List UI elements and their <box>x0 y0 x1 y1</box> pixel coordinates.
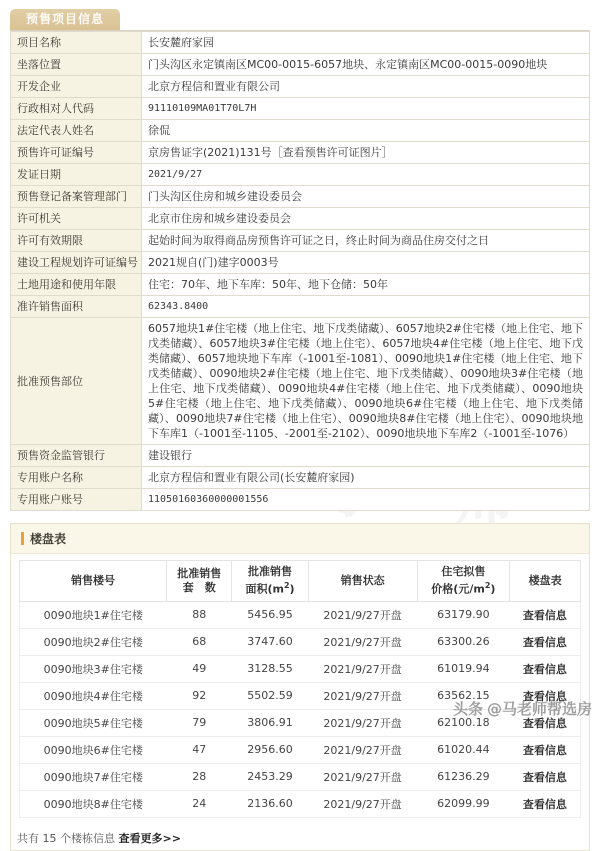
cell-name: 0090地块3#住宅楼 <box>20 655 167 682</box>
info-row-value: 北京方程信和置业有限公司 <box>142 76 590 98</box>
view-info-link[interactable]: 查看信息 <box>510 682 581 709</box>
cell-status: 2021/9/27开盘 <box>308 682 417 709</box>
column-header-line1: 住宅拟售 <box>441 565 486 578</box>
table-row <box>20 655 581 682</box>
cell-price: 61019.94 <box>417 655 510 682</box>
info-row-label: 法定代表人姓名 <box>11 120 142 142</box>
section-title: 楼盘表 <box>30 532 67 546</box>
info-row <box>11 164 590 186</box>
cell-units: 79 <box>167 709 232 736</box>
cell-status: 2021/9/27开盘 <box>308 790 417 817</box>
corner-watermark <box>453 698 592 719</box>
info-row-label: 发证日期 <box>11 164 142 186</box>
table-column-header <box>308 561 417 602</box>
table-row <box>20 601 581 628</box>
cell-status: 2021/9/27开盘 <box>308 736 417 763</box>
info-row-value: 北京方程信和置业有限公司(长安麓府家园) <box>142 467 590 489</box>
cell-status: 2021/9/27开盘 <box>308 709 417 736</box>
cell-price: 62100.18 <box>417 709 510 736</box>
info-row <box>11 296 590 318</box>
column-header-line1: 楼盘表 <box>528 573 562 587</box>
info-row-label: 土地用途和使用年限 <box>11 274 142 296</box>
cell-name: 0090地块4#住宅楼 <box>20 682 167 709</box>
info-row-label: 建设工程规划许可证编号 <box>11 252 142 274</box>
cell-name: 0090地块5#住宅楼 <box>20 709 167 736</box>
table-column-header <box>232 561 308 602</box>
info-row-value: 62343.8400 <box>142 296 590 318</box>
table-row <box>20 763 581 790</box>
view-info-link[interactable]: 查看信息 <box>510 790 581 817</box>
view-info-link[interactable]: 查看信息 <box>510 628 581 655</box>
info-row-value: 2021/9/27 <box>142 164 590 186</box>
table-column-header <box>417 561 510 602</box>
column-header-line1: 销售楼号 <box>71 573 116 587</box>
table-column-header <box>510 561 581 602</box>
tab-presale-info[interactable]: 预售项目信息 <box>10 9 120 30</box>
info-row <box>11 32 590 54</box>
info-row <box>11 120 590 142</box>
cell-price: 63300.26 <box>417 628 510 655</box>
info-row-label: 许可有效期限 <box>11 230 142 252</box>
cell-status: 2021/9/27开盘 <box>308 763 417 790</box>
watermark-handle: @马老师帮选房 <box>486 700 592 718</box>
card-tab-row <box>10 8 590 31</box>
cell-status: 2021/9/27开盘 <box>308 655 417 682</box>
cell-area: 5456.95 <box>232 601 308 628</box>
info-row <box>11 445 590 467</box>
view-info-link[interactable]: 查看信息 <box>510 655 581 682</box>
cell-units: 88 <box>167 601 232 628</box>
table-row <box>20 790 581 817</box>
table-column-header <box>167 561 232 602</box>
cell-area: 2136.60 <box>232 790 308 817</box>
info-row <box>11 274 590 296</box>
presale-info-card <box>10 8 590 511</box>
cell-status: 2021/9/27开盘 <box>308 601 417 628</box>
column-header-line2: 套 数 <box>182 580 216 594</box>
info-row-label: 专用账户名称 <box>11 467 142 489</box>
cell-status: 2021/9/27开盘 <box>308 628 417 655</box>
cell-units: 28 <box>167 763 232 790</box>
info-row <box>11 208 590 230</box>
total-count-label: 共有 15 个楼栋信息 <box>17 831 115 845</box>
view-info-link[interactable]: 查看信息 <box>510 709 581 736</box>
cell-area: 3806.91 <box>232 709 308 736</box>
info-row <box>11 318 590 445</box>
info-row-label: 开发企业 <box>11 76 142 98</box>
info-row-value: 11050160360000001556 <box>142 489 590 511</box>
cell-price: 63179.90 <box>417 601 510 628</box>
view-info-link[interactable]: 查看信息 <box>510 601 581 628</box>
cell-units: 24 <box>167 790 232 817</box>
info-row <box>11 142 590 164</box>
info-row <box>11 76 590 98</box>
cell-name: 0090地块8#住宅楼 <box>20 790 167 817</box>
page-root <box>0 8 600 845</box>
info-row-label: 许可机关 <box>11 208 142 230</box>
building-list-card <box>10 523 590 851</box>
info-row <box>11 98 590 120</box>
cell-price: 61020.44 <box>417 736 510 763</box>
table-footer <box>11 822 589 850</box>
column-header-line2: 价格(元$/m^2$) <box>431 581 496 596</box>
cell-name: 0090地块2#住宅楼 <box>20 628 167 655</box>
info-row-value: 建设银行 <box>142 445 590 467</box>
info-row-label: 行政相对人代码 <box>11 98 142 120</box>
cell-area: 3128.55 <box>232 655 308 682</box>
column-header-line2: 面积$(m^2)$ <box>245 581 295 596</box>
table-column-header <box>20 561 167 602</box>
view-info-link[interactable]: 查看信息 <box>510 763 581 790</box>
building-list-header <box>11 524 589 554</box>
cell-price: 61236.29 <box>417 763 510 790</box>
info-row-label: 项目名称 <box>11 32 142 54</box>
watermark-platform: 头条 <box>452 700 483 718</box>
info-row-label: 预售登记备案管理部门 <box>11 186 142 208</box>
info-row-value: 徐侃 <box>142 120 590 142</box>
cell-units: 92 <box>167 682 232 709</box>
cell-price: 63562.15 <box>417 682 510 709</box>
cell-price: 62099.99 <box>417 790 510 817</box>
building-table-wrap <box>11 554 589 822</box>
info-row <box>11 489 590 511</box>
info-row-value: 住宅：70年、地下车库：50年、地下仓储：50年 <box>142 274 590 296</box>
info-row-value: 门头沟区永定镇南区MC00-0015-6057地块、永定镇南区MC00-0015-0090地块 <box>142 54 590 76</box>
accent-bar-icon <box>21 532 24 545</box>
info-row-label: 坐落位置 <box>11 54 142 76</box>
info-row-label: 准许销售面积 <box>11 296 142 318</box>
cell-units: 47 <box>167 736 232 763</box>
table-row <box>20 628 581 655</box>
table-header-row <box>20 561 581 602</box>
info-row <box>11 54 590 76</box>
view-info-link[interactable]: 查看信息 <box>510 736 581 763</box>
cell-name: 0090地块7#住宅楼 <box>20 763 167 790</box>
column-header-line1: 销售状态 <box>340 573 385 587</box>
info-row-value: 6057地块1#住宅楼（地上住宅、地下戊类储藏）、6057地块2#住宅楼（地上住宅、地下戊类储藏）、6057地块3#住宅楼（地上住宅）、6057地块4#住宅楼（地上住宅、地下戊类储藏）、6057地块地下车库（-1001至-1081）、0090地块1#住宅楼（地上住宅、地下戊类储藏）、0090地块2#住宅楼（地上住宅、地下戊类储藏）、0090地块3#住宅楼（地上住宅、地下戊类储藏）、0090地块4#住宅楼（地上住宅、地下戊类储藏）、0090地块5#住宅楼（地上住宅、地下戊类储藏）、0090地块6#住宅楼（地上住宅、地下戊类储藏）、0090地块7#住宅楼（地上住宅）、0090地块8#住宅楼（地上住宅）、0090地块地下车库1（-1001至-1105、-2001至-2102）、0090地块地下车库2（-1001至-1076） <box>142 318 590 445</box>
info-row-value: 京房售证字(2021)131号［查看预售许可证图片］ <box>142 142 590 164</box>
info-row-label: 专用账户账号 <box>11 489 142 511</box>
cell-units: 49 <box>167 655 232 682</box>
cell-area: 2453.29 <box>232 763 308 790</box>
building-table <box>19 560 581 818</box>
cell-name: 0090地块6#住宅楼 <box>20 736 167 763</box>
info-row-label: 预售资金监管银行 <box>11 445 142 467</box>
info-row-label: 预售许可证编号 <box>11 142 142 164</box>
table-row <box>20 736 581 763</box>
info-row-value: 91110109MA01T70L7H <box>142 98 590 120</box>
column-header-line1: 批准销售 <box>248 565 293 578</box>
info-row-label: 批准预售部位 <box>11 318 142 445</box>
cell-units: 68 <box>167 628 232 655</box>
info-row-value: 北京市住房和城乡建设委员会 <box>142 208 590 230</box>
info-row-value: 2021规自(门)建字0003号 <box>142 252 590 274</box>
cell-name: 0090地块1#住宅楼 <box>20 601 167 628</box>
info-row-value: 长安麓府家园 <box>142 32 590 54</box>
info-row <box>11 186 590 208</box>
cell-area: 5502.59 <box>232 682 308 709</box>
column-header-line1: 批准销售 <box>177 566 222 580</box>
info-row <box>11 230 590 252</box>
cell-area: 2956.60 <box>232 736 308 763</box>
cell-area: 3747.60 <box>232 628 308 655</box>
info-row-value: 门头沟区住房和城乡建设委员会 <box>142 186 590 208</box>
view-more-link[interactable]: 查看更多>> <box>118 831 181 845</box>
presale-info-table <box>10 31 590 511</box>
info-row <box>11 252 590 274</box>
info-row-value: 起始时间为取得商品房预售许可证之日，终止时间为商品住房交付之日 <box>142 230 590 252</box>
info-row <box>11 467 590 489</box>
